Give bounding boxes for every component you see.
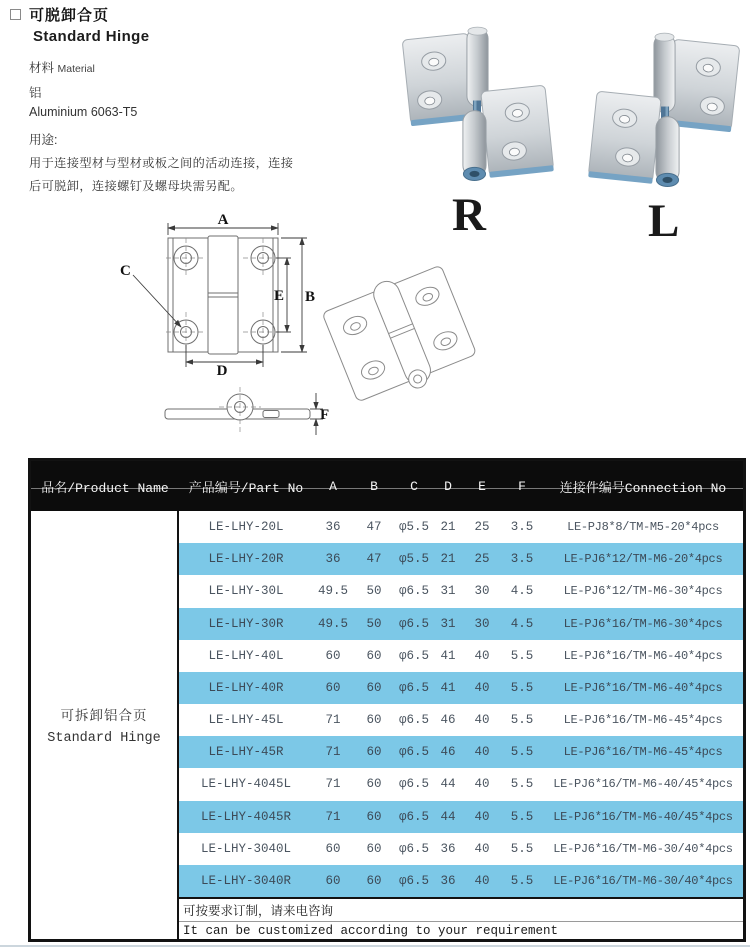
usage-line-2: 后可脱卸，连接螺钉及螺母块需另配。: [29, 179, 243, 193]
technical-drawing: [95, 195, 480, 445]
cell-connection-no: LE-PJ6*16/TM-M6-40*4pcs: [563, 680, 723, 695]
dim-label-c: C: [120, 263, 131, 279]
header-connection-no: 连接件编号Connection No: [559, 480, 727, 496]
table-row: [179, 640, 743, 672]
hinge-photo-right: [396, 10, 560, 186]
cell-b: 50: [366, 616, 382, 631]
cell-b: 60: [366, 680, 382, 695]
cell-d: 41: [440, 648, 456, 663]
cell-connection-no: LE-PJ6*12/TM-M6-20*4pcs: [563, 552, 723, 567]
cell-c: φ5.5: [398, 552, 429, 567]
cell-d: 41: [440, 680, 456, 695]
cell-c: φ6.5: [398, 648, 429, 663]
table-row: [179, 672, 743, 704]
material-value-cn: 铝: [29, 86, 42, 100]
table-row: [179, 736, 743, 768]
table-row: [179, 608, 743, 640]
cell-part-no: LE-LHY-30R: [208, 616, 284, 631]
cell-e: 40: [474, 873, 490, 888]
cell-part-no: LE-LHY-4045L: [200, 777, 291, 792]
cell-d: 36: [440, 873, 456, 888]
cell-a: 49.5: [317, 616, 348, 631]
cell-c: φ6.5: [398, 713, 429, 728]
material-value-en: Aluminium 6063-T5: [29, 105, 138, 119]
cell-c: φ5.5: [398, 520, 429, 535]
cell-b: 47: [366, 552, 382, 567]
cell-e: 40: [474, 648, 490, 663]
cell-b: 50: [366, 584, 382, 599]
cell-f: 5.5: [510, 777, 534, 792]
table-row: [179, 865, 743, 897]
cell-c: φ6.5: [398, 809, 429, 824]
cell-f: 5.5: [510, 873, 534, 888]
cell-a: 60: [325, 873, 341, 888]
cell-part-no: LE-LHY-30L: [208, 584, 284, 599]
cell-connection-no: LE-PJ6*16/TM-M6-30/40*4pcs: [553, 873, 733, 888]
cell-e: 30: [474, 584, 490, 599]
table-rows: [179, 511, 743, 897]
cell-e: 30: [474, 616, 490, 631]
usage-line-1: 用于连接型材与型材或板之间的活动连接，连接: [29, 156, 294, 170]
cell-part-no: LE-LHY-45L: [208, 713, 284, 728]
cell-b: 60: [366, 648, 382, 663]
product-title-cn: 可脱卸合页: [29, 7, 110, 24]
product-title-en: Standard Hinge: [33, 28, 150, 45]
cell-a: 60: [325, 648, 341, 663]
cell-f: 5.5: [510, 713, 534, 728]
table-row: [179, 801, 743, 833]
cell-part-no: LE-LHY-40L: [208, 648, 284, 663]
cell-connection-no: LE-PJ6*16/TM-M6-40/45*4pcs: [553, 777, 733, 792]
cell-connection-no: LE-PJ6*16/TM-M6-40/45*4pcs: [553, 809, 733, 824]
spec-table: [28, 458, 746, 942]
table-row: [179, 768, 743, 800]
cell-a: 36: [325, 552, 341, 567]
cell-connection-no: LE-PJ6*16/TM-M6-30*4pcs: [563, 616, 723, 631]
cell-f: 4.5: [510, 616, 534, 631]
cell-c: φ6.5: [398, 745, 429, 760]
cell-d: 21: [440, 552, 456, 567]
cell-d: 31: [440, 616, 456, 631]
cell-a: 36: [325, 520, 341, 535]
table-row: [179, 833, 743, 865]
material-label-en: Material: [57, 63, 95, 75]
product-name-cell: [31, 511, 179, 939]
cell-connection-no: LE-PJ6*12/TM-M6-30*4pcs: [563, 584, 723, 599]
cell-b: 60: [366, 713, 382, 728]
cell-a: 60: [325, 841, 341, 856]
dim-label-b: B: [305, 289, 316, 305]
header-product-name: 品名/Product Name: [41, 480, 169, 496]
cell-part-no: LE-LHY-45R: [208, 745, 284, 760]
cell-d: 36: [440, 841, 456, 856]
cell-part-no: LE-LHY-4045R: [200, 809, 291, 824]
table-row: [179, 575, 743, 607]
cell-connection-no: LE-PJ6*16/TM-M6-45*4pcs: [563, 745, 723, 760]
cell-d: 21: [440, 520, 456, 535]
cell-f: 3.5: [510, 552, 534, 567]
cell-c: φ6.5: [398, 616, 429, 631]
cell-part-no: LE-LHY-40R: [208, 680, 284, 695]
cell-e: 25: [474, 552, 490, 567]
product-info: [10, 4, 370, 194]
cell-d: 46: [440, 713, 456, 728]
cell-a: 71: [325, 809, 341, 824]
cell-e: 40: [474, 745, 490, 760]
cell-e: 40: [474, 680, 490, 695]
cell-f: 5.5: [510, 841, 534, 856]
product-name-en: Standard Hinge: [47, 731, 161, 746]
cell-c: φ6.5: [398, 873, 429, 888]
custom-note-en: It can be customized according to your requirement: [183, 923, 559, 938]
dim-label-e: E: [273, 288, 284, 304]
cell-f: 5.5: [510, 745, 534, 760]
cell-e: 25: [474, 520, 490, 535]
header-d: D: [444, 478, 452, 494]
cell-f: 3.5: [510, 520, 534, 535]
cell-part-no: LE-LHY-20R: [208, 552, 284, 567]
cell-a: 49.5: [317, 584, 348, 599]
cell-f: 5.5: [510, 680, 534, 695]
cell-c: φ6.5: [398, 680, 429, 695]
cell-a: 71: [325, 777, 341, 792]
cell-f: 5.5: [510, 809, 534, 824]
cell-connection-no: LE-PJ6*16/TM-M6-30/40*4pcs: [553, 841, 733, 856]
cell-f: 5.5: [510, 648, 534, 663]
cell-e: 40: [474, 841, 490, 856]
checkbox-icon: [10, 9, 21, 20]
cell-e: 40: [474, 809, 490, 824]
cell-part-no: LE-LHY-20L: [208, 520, 284, 535]
header-b: B: [370, 478, 378, 494]
cell-e: 40: [474, 777, 490, 792]
dim-label-d: D: [216, 363, 228, 379]
cell-c: φ6.5: [398, 584, 429, 599]
cell-connection-no: LE-PJ6*16/TM-M6-40*4pcs: [563, 648, 723, 663]
dim-label-f: F: [320, 407, 330, 423]
cell-d: 44: [440, 809, 456, 824]
cell-part-no: LE-LHY-3040L: [200, 841, 291, 856]
cell-b: 60: [366, 809, 382, 824]
header-e: E: [478, 478, 486, 494]
cell-d: 44: [440, 777, 456, 792]
cell-b: 60: [366, 777, 382, 792]
cell-b: 60: [366, 873, 382, 888]
header-f: F: [518, 478, 526, 494]
cell-c: φ6.5: [398, 841, 429, 856]
cell-connection-no: LE-PJ6*16/TM-M6-45*4pcs: [563, 713, 723, 728]
cell-b: 60: [366, 841, 382, 856]
cell-c: φ6.5: [398, 777, 429, 792]
table-header-row: [31, 461, 743, 511]
hinge-label-left: L: [648, 195, 680, 247]
cell-connection-no: LE-PJ8*8/TM-M5-20*4pcs: [567, 520, 719, 535]
header-a: A: [329, 478, 337, 494]
hinge-photo-left: [582, 16, 746, 192]
table-row: [179, 704, 743, 736]
custom-note-cn: 可按要求订制，请来电咨询: [179, 900, 743, 922]
material-label: [29, 58, 370, 76]
cell-a: 71: [325, 713, 341, 728]
table-row: [179, 511, 743, 543]
cell-b: 60: [366, 745, 382, 760]
custom-note: [179, 897, 743, 939]
dim-label-a: A: [217, 212, 229, 228]
cell-e: 40: [474, 713, 490, 728]
header-c: C: [410, 478, 418, 494]
cell-a: 71: [325, 745, 341, 760]
hinge-label-right: R: [452, 189, 486, 241]
cell-part-no: LE-LHY-3040R: [200, 873, 291, 888]
table-row: [179, 543, 743, 575]
usage-label: 用途:: [29, 133, 58, 147]
product-name-cn: 可拆卸铝合页: [60, 710, 148, 725]
material-label-cn: 材料: [29, 61, 55, 75]
header-part-no: 产品编号/Part No: [188, 480, 304, 496]
cell-d: 31: [440, 584, 456, 599]
cell-b: 47: [366, 520, 382, 535]
page-edge-line: [0, 945, 750, 947]
cell-f: 4.5: [510, 584, 534, 599]
cell-d: 46: [440, 745, 456, 760]
cell-a: 60: [325, 680, 341, 695]
